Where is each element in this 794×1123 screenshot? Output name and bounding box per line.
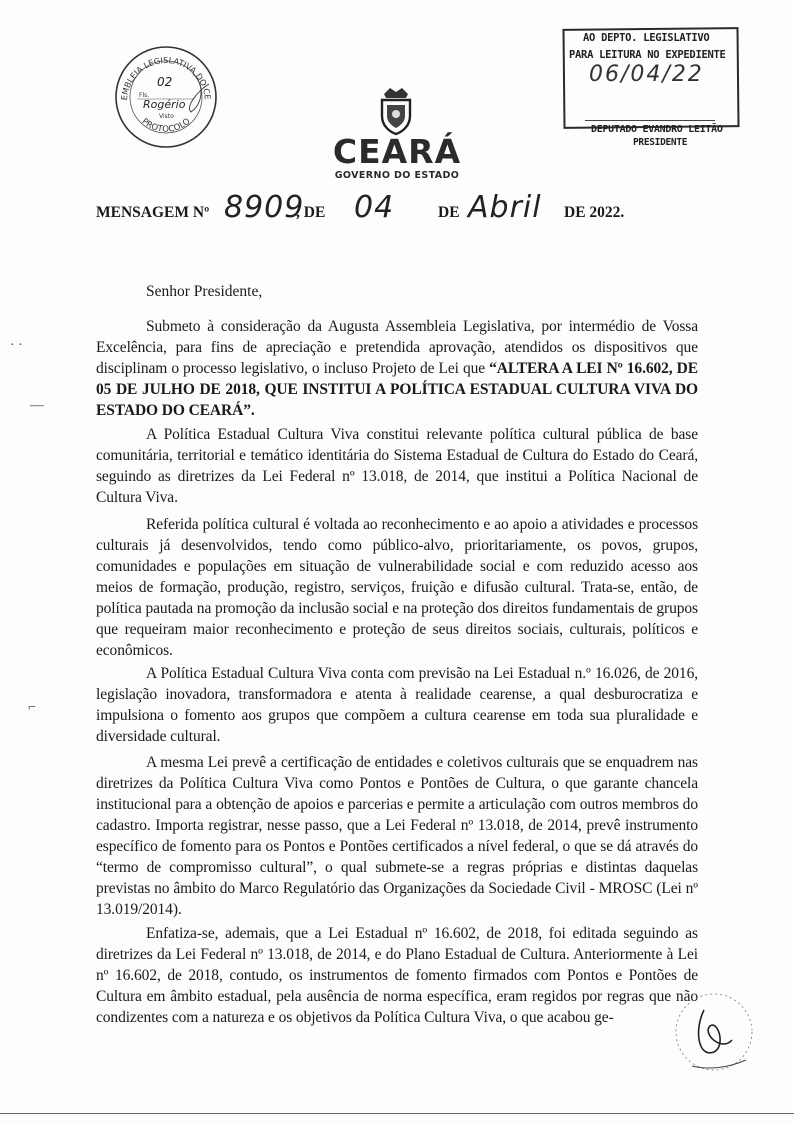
corner-rubric-signature [652, 980, 762, 1076]
salutation: Senhor Presidente, [146, 283, 263, 300]
margin-mark: · · [10, 338, 23, 353]
margin-mark: — [30, 398, 44, 413]
dispatch-stamp-signature-line [585, 120, 715, 121]
dispatch-stamp-signatory: DEPUTADO EVANDRO LEITÃO [591, 124, 723, 135]
paragraph-2: A Política Estadual Cultura Viva constitui relevante política cultural pública de base comunitária, territorial e temático identitária do Sistema Estadual de Cultura do Estado do Ceará, seguindo as diretrizes da Lei Federal nº 13.018, de 2014, que institui a Política Nacional de Cultura Viva. [96, 426, 698, 506]
protocol-stamp-bottom-text: PROTOCOLO [139, 116, 193, 135]
protocol-stamp-sheet-label: Fls. [139, 92, 150, 99]
paragraph-3: Referida política cultural é voltada ao reconhecimento e ao apoio a atividades e processos culturais já desenvolvidos, tendo como público-alvo, prioritariamente, os povos, grupos, comunidades e populações em situação de vulnerabilidade social e com reduzido acesso aos meios de formação, produção, registro, serviços, fruição e difusão cultural. Trata-se, então, de política pautada na promoção da inclusão social e na proteção dos direitos fundamentais de grupos que requeiram maior reconhecimento e proteção de seus direitos sociais, culturais, políticos e econômicos. [96, 516, 698, 659]
protocol-stamp-visto: Visto [159, 113, 174, 120]
message-sep-de2: DE [438, 204, 460, 221]
dispatch-stamp-date: 06/04/22 [589, 62, 704, 87]
message-number: 8909 [224, 190, 305, 225]
paragraph-1 [96, 316, 698, 421]
paragraph-5: A mesma Lei prevê a certificação de entidades e coletivos culturais que se enquadrem nas diretrizes da Política Cultura Viva como Pontos e Pontões de Cultura, o que garante chancela institucional para a obtenção de apoios e parcerias e permite a articulação com outros membros do cadastro. Importa registrar, nesse passo, que a Lei Federal nº 13.018, de 2014, prevê instrumento específico de fomento para os Pontos e Pontões certificados a nível federal, o que se dá através do “termo de compromisso cultural”, o qual submete-se a regras próprias e distintas daquelas previstas no âmbito do Marco Regulatório das Organizações da Sociedade Civil - MROSC (Lei nº 13.019/2014). [96, 754, 698, 918]
paragraph-4: A Política Estadual Cultura Viva conta com previsão na Lei Estadual n.º 16.026, de 2016, legislação inovadora, transformadora e atenta à realidade cearense, a qual desburocratiza e impulsiona o fomento aos grupos que compõem a cultura cearense em toda sua pluralidade e diversidade cultural. [96, 665, 698, 745]
protocol-stamp [113, 44, 219, 150]
message-day: 04 [354, 190, 395, 225]
brand-subtitle: GOVERNO DO ESTADO [334, 170, 460, 181]
protocol-stamp-sheet-number: 02 [157, 75, 173, 89]
protocol-stamp-graphic [113, 44, 219, 150]
paragraph-1-text: Submeto à consideração da Augusta Assembleia Legislativa, por intermédio de Vossa Excelência, para fins de apreciação e pretendida aprovação, atendidos os dispositivos que disciplinam o processo legislativo, o incluso Projeto de Lei que [96, 318, 698, 377]
footer-rule [0, 1113, 794, 1114]
protocol-stamp-signature: Rogério [143, 98, 186, 111]
message-prefix: MENSAGEM Nº [96, 204, 210, 221]
dispatch-stamp-line2: PARA LEITURA NO EXPEDIENTE [569, 49, 726, 61]
svg-text:ASSEMBLEIA LEGISLATIVA DO CEAR [113, 44, 213, 101]
dispatch-stamp [563, 24, 739, 154]
dispatch-stamp-role: PRESIDENTE [633, 137, 688, 148]
dispatch-stamp-line1: AO DEPTO. LEGISLATIVO [583, 32, 710, 44]
message-month: Abril [468, 190, 542, 225]
paragraph-6: Enfatiza-se, ademais, que a Lei Estadual nº 16.602, de 2018, foi editada seguindo as diretrizes da Lei Federal nº 13.018, de 2014, e do Plano Estadual de Cultura. Anteriormente à Lei nº 16.602, de 2018, contudo, os instrumentos de fomento firmados com Pontos e Pontões de Cultura em âmbito estadual, pela ausência de norma específica, eram regidos por regras que não condizentes com a natureza e os objetivos da Política Cultura Viva, o que acabou ge- [96, 925, 698, 1026]
protocol-stamp-top-text: EMBLEIA LEGISLATIVA DO CE [118, 54, 213, 101]
brand-name: CEARÁ [332, 132, 462, 171]
margin-mark: ⌐ [28, 700, 36, 715]
paragraph-1-bill-title: “ALTERA A LEI Nº 16.602, DE 05 DE JULHO DE 2018, QUE INSTITUI A POLÍTICA ESTADUAL CULTURA VIVA DO ESTADO DO CEARÁ”. [96, 360, 698, 419]
state-coat-of-arms-icon [376, 84, 416, 136]
message-year: DE 2022. [564, 204, 625, 221]
message-sep-de: , DE [296, 204, 326, 221]
